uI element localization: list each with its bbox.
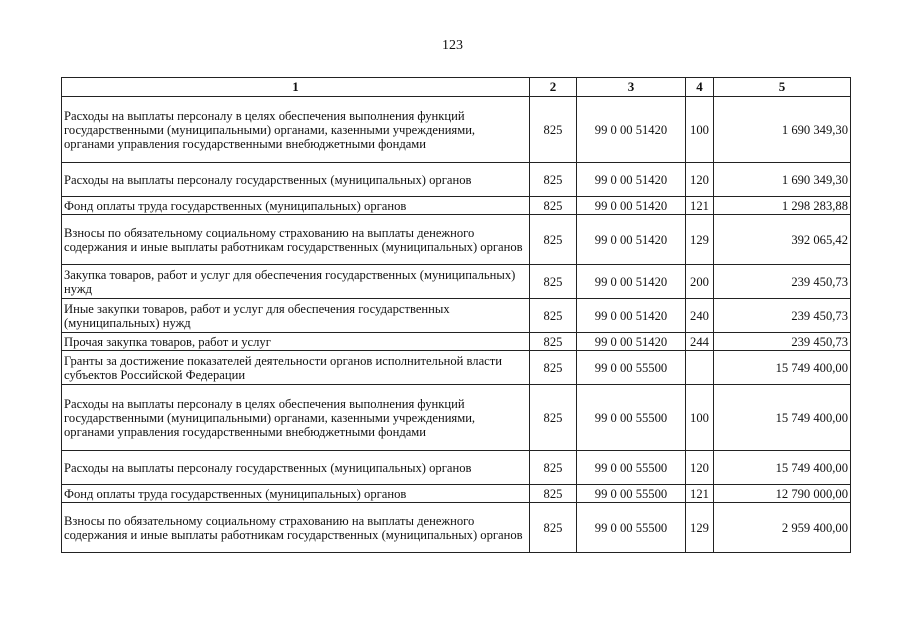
department-code-cell: 825	[530, 333, 577, 351]
amount-cell: 239 450,73	[714, 265, 851, 299]
amount-cell: 12 790 000,00	[714, 485, 851, 503]
expense-name-cell: Гранты за достижение показателей деятельности органов исполнительной власти субъектов Российской Федерации	[62, 351, 530, 385]
expense-name-cell: Взносы по обязательному социальному страхованию на выплаты денежного содержания и иные выплаты работникам государственных (муниципальных) органов	[62, 215, 530, 265]
table-body	[62, 97, 851, 553]
column-header: 2	[530, 78, 577, 97]
department-code-cell: 825	[530, 197, 577, 215]
target-article-cell: 99 0 00 55500	[577, 351, 686, 385]
table-header-row	[62, 78, 851, 97]
table-row	[62, 503, 851, 553]
table-row	[62, 451, 851, 485]
expense-type-cell: 240	[686, 299, 714, 333]
target-article-cell: 99 0 00 51420	[577, 97, 686, 163]
target-article-cell: 99 0 00 51420	[577, 215, 686, 265]
amount-cell: 239 450,73	[714, 299, 851, 333]
expense-type-cell: 120	[686, 451, 714, 485]
table-row	[62, 215, 851, 265]
expense-name-cell: Расходы на выплаты персоналу в целях обеспечения выполнения функций государственными (муниципальными) органами, казенными учреждениями, органами управления государственными внебюджетными фондами	[62, 385, 530, 451]
target-article-cell: 99 0 00 55500	[577, 485, 686, 503]
expense-type-cell: 121	[686, 485, 714, 503]
table-row	[62, 351, 851, 385]
target-article-cell: 99 0 00 55500	[577, 385, 686, 451]
target-article-cell: 99 0 00 55500	[577, 451, 686, 485]
column-header: 3	[577, 78, 686, 97]
column-header: 5	[714, 78, 851, 97]
department-code-cell: 825	[530, 97, 577, 163]
expense-type-cell: 244	[686, 333, 714, 351]
department-code-cell: 825	[530, 351, 577, 385]
amount-cell: 2 959 400,00	[714, 503, 851, 553]
amount-cell: 1 690 349,30	[714, 163, 851, 197]
target-article-cell: 99 0 00 55500	[577, 503, 686, 553]
table-row	[62, 265, 851, 299]
expense-type-cell	[686, 351, 714, 385]
target-article-cell: 99 0 00 51420	[577, 333, 686, 351]
amount-cell: 239 450,73	[714, 333, 851, 351]
department-code-cell: 825	[530, 299, 577, 333]
expense-name-cell: Фонд оплаты труда государственных (муниципальных) органов	[62, 197, 530, 215]
page-number: 123	[442, 38, 463, 53]
expense-type-cell: 121	[686, 197, 714, 215]
table-row	[62, 333, 851, 351]
expense-name-cell: Иные закупки товаров, работ и услуг для обеспечения государственных (муниципальных) нужд	[62, 299, 530, 333]
expense-name-cell: Расходы на выплаты персоналу в целях обеспечения выполнения функций государственными (муниципальными) органами, казенными учреждениями, органами управления государственными внебюджетными фондами	[62, 97, 530, 163]
department-code-cell: 825	[530, 215, 577, 265]
expense-name-cell: Фонд оплаты труда государственных (муниципальных) органов	[62, 485, 530, 503]
department-code-cell: 825	[530, 385, 577, 451]
expense-type-cell: 120	[686, 163, 714, 197]
expense-name-cell: Расходы на выплаты персоналу государственных (муниципальных) органов	[62, 451, 530, 485]
amount-cell: 15 749 400,00	[714, 451, 851, 485]
target-article-cell: 99 0 00 51420	[577, 197, 686, 215]
amount-cell: 392 065,42	[714, 215, 851, 265]
department-code-cell: 825	[530, 451, 577, 485]
budget-table	[61, 77, 851, 553]
table-row	[62, 485, 851, 503]
expense-type-cell: 200	[686, 265, 714, 299]
amount-cell: 1 298 283,88	[714, 197, 851, 215]
department-code-cell: 825	[530, 485, 577, 503]
expense-type-cell: 129	[686, 503, 714, 553]
amount-cell: 15 749 400,00	[714, 385, 851, 451]
expense-name-cell: Прочая закупка товаров, работ и услуг	[62, 333, 530, 351]
column-header: 4	[686, 78, 714, 97]
table-row	[62, 197, 851, 215]
expense-name-cell: Закупка товаров, работ и услуг для обеспечения государственных (муниципальных) нужд	[62, 265, 530, 299]
expense-type-cell: 129	[686, 215, 714, 265]
amount-cell: 1 690 349,30	[714, 97, 851, 163]
expense-type-cell: 100	[686, 97, 714, 163]
target-article-cell: 99 0 00 51420	[577, 299, 686, 333]
department-code-cell: 825	[530, 265, 577, 299]
expense-type-cell: 100	[686, 385, 714, 451]
table-row	[62, 385, 851, 451]
table-row	[62, 163, 851, 197]
table-row	[62, 299, 851, 333]
expense-name-cell: Расходы на выплаты персоналу государственных (муниципальных) органов	[62, 163, 530, 197]
target-article-cell: 99 0 00 51420	[577, 265, 686, 299]
target-article-cell: 99 0 00 51420	[577, 163, 686, 197]
expense-name-cell: Взносы по обязательному социальному страхованию на выплаты денежного содержания и иные выплаты работникам государственных (муниципальных) органов	[62, 503, 530, 553]
table-row	[62, 97, 851, 163]
department-code-cell: 825	[530, 163, 577, 197]
column-header: 1	[62, 78, 530, 97]
department-code-cell: 825	[530, 503, 577, 553]
amount-cell: 15 749 400,00	[714, 351, 851, 385]
